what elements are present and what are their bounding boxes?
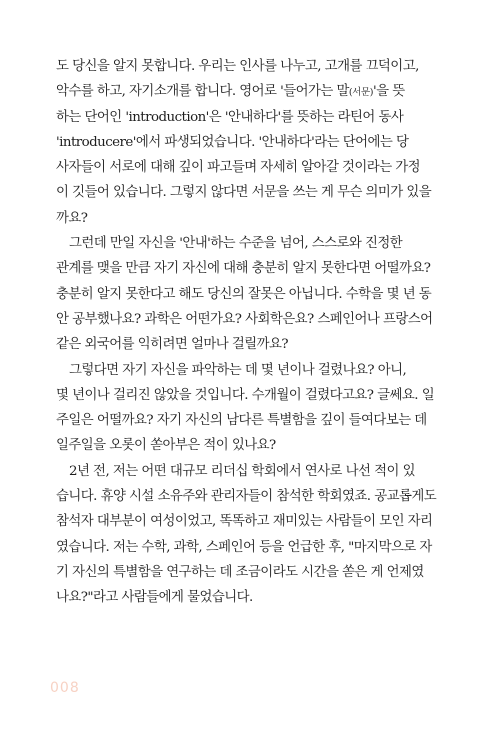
text-line [56,79,408,104]
text-line: 일주일을 오롯이 쏟아부은 적이 있나요? [56,438,276,454]
text-line: 관계를 맺을 만큼 자기 자신에 대해 충분히 알지 못한다면 어떨까요? [56,261,431,277]
text-line: 습니다. 휴양 시설 소유주와 관리자들이 참석한 학회였죠. 공교롭게도 [56,489,437,505]
paragraph-4 [56,459,437,611]
text-line: 안 공부했나요? 과학은 어떤가요? 사회학은요? 스페인어나 프랑스어 [56,311,433,327]
text-line: 2년 전, 저는 어떤 대규모 리더십 학회에서 연사로 나선 적이 있 [69,463,415,479]
text-line: 주일은 어떨까요? 자기 자신의 남다른 특별함을 깊이 들여다보는 데 [56,413,427,429]
text-line: 몇 년이나 걸리진 않았을 것입니다. 수개월이 걸렸다고요? 글쎄요. 일 [56,387,435,403]
text-line: 하는 단어인 'introduction'은 '안내하다'를 뜻하는 라틴어 동사 [56,109,404,125]
paragraph-2 [56,231,433,357]
text-line: 도 당신을 알지 못합니다. 우리는 인사를 나누고, 고개를 끄덕이고, [56,59,419,74]
body-text [56,54,437,611]
text-line: 그런데 만일 자신을 '안내'하는 수준을 넘어, 스스로와 진정한 [69,236,403,252]
text-line: 였습니다. 저는 수학, 과학, 스페인어 등을 언급한 후, "마지막으로 자 [56,539,432,555]
text-line: 기 자신의 특별함을 연구하는 데 조금이라도 시간을 쏟은 게 언제였 [56,564,424,580]
text-line: 같은 외국어를 익히려면 얼마나 걸릴까요? [56,337,289,353]
text-segment: '을 뜻 [373,84,405,100]
text-segment: 악수를 하고, 자기소개를 합니다. 영어로 '들어가는 말 [56,84,349,100]
annotation-text: (서문) [348,87,374,99]
text-line: 'introducere'에서 파생되었습니다. '안내하다'라는 단어에는 당 [56,134,409,150]
text-line: 나요?"라고 사람들에게 물었습니다. [56,590,253,606]
text-line: 사자들이 서로에 대해 깊이 파고들며 자세히 알아갈 것이라는 가정 [56,160,421,176]
paragraph-3 [56,358,435,459]
text-line: 까요? [56,210,88,226]
text-line: 그렇다면 자기 자신을 파악하는 데 몇 년이나 걸렸나요? 아니, [69,362,407,378]
text-line: 참석자 대부분이 여성이었고, 똑똑하고 재미있는 사람들이 모인 자리 [56,514,433,530]
text-line: 이 깃들어 있습니다. 그렇지 않다면 서문을 쓰는 게 무슨 의미가 있을 [56,185,432,201]
text-line: 충분히 알지 못한다고 해도 당신의 잘못은 아닙니다. 수학을 몇 년 동 [56,286,432,302]
page-number: 008 [50,680,80,696]
paragraph-1 [56,54,432,231]
